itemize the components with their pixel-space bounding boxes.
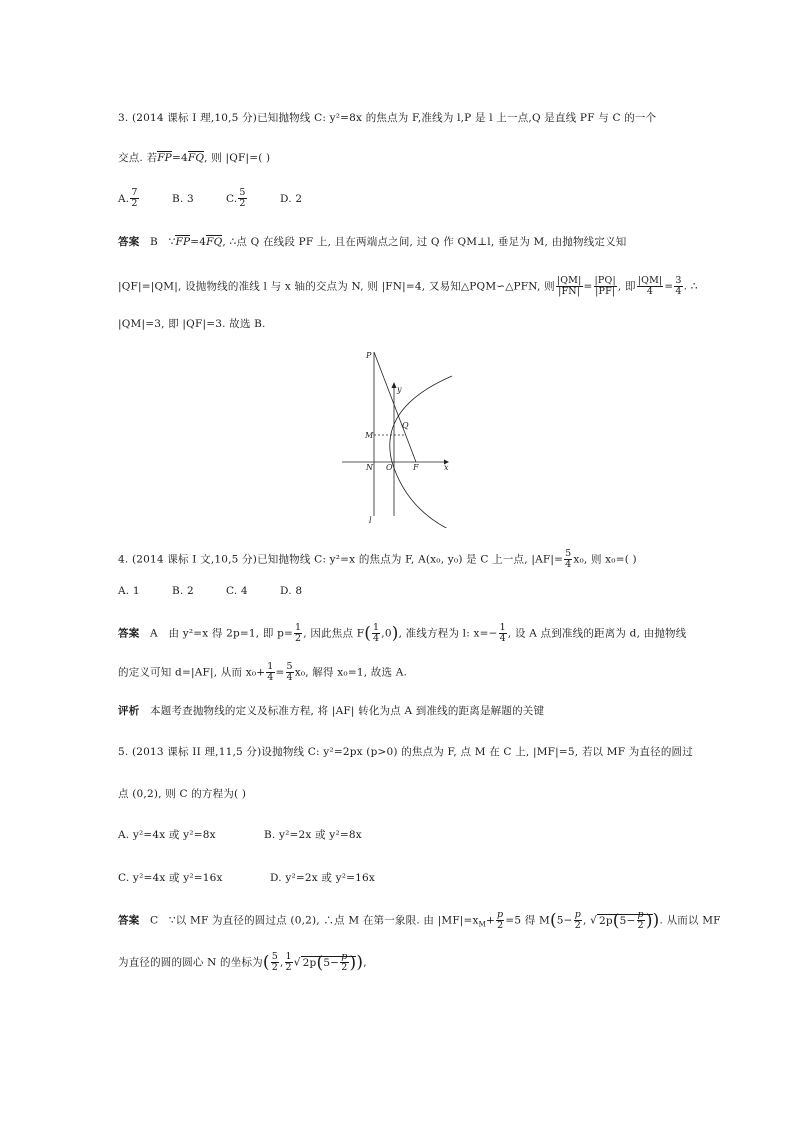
- q3-ans-text: , ∴点 Q 在线段 PF 上, 且在两端点之间, 过 Q 作 QM⊥l, 垂足为 M, 由抛物线定义知: [222, 236, 627, 248]
- q3-stem-text-b: =4: [171, 152, 188, 164]
- q4-ans-text: , 准线方程为 l: x=−: [398, 627, 498, 640]
- parabola-curve: [390, 376, 452, 528]
- vector-fq: FQ: [187, 152, 205, 164]
- q5-ans-text: 2p: [302, 956, 317, 969]
- fraction: [594, 276, 617, 297]
- equals-sign: =: [583, 280, 593, 293]
- numerator: p: [574, 909, 581, 920]
- line-pf: [374, 352, 416, 462]
- left-paren: (: [262, 952, 270, 973]
- numerator: |PQ|: [594, 275, 616, 286]
- q3-stem-text: 3. (2014 课标 I 理,10,5 分)已知抛物线 C: y²=8x 的焦点为 F,准线为 l,P 是 l 上一点,Q 是直线 PF 与 C 的一个: [118, 112, 657, 124]
- q5-ans-text: 5−: [556, 914, 573, 927]
- numerator: 1: [267, 661, 274, 672]
- numerator: p: [497, 909, 504, 920]
- choice-prefix: C.: [226, 192, 238, 205]
- q4-ans-text: 由 y²=x 得 2p=1, 即 p=: [168, 627, 294, 640]
- right-paren: ): [391, 623, 399, 644]
- fraction: [564, 549, 572, 570]
- q5-choices-row2: [118, 871, 375, 885]
- numerator: 1: [285, 951, 292, 962]
- q5-choice-a: A. y²=4x 或 y²=8x: [118, 829, 216, 841]
- numerator: 5: [565, 548, 572, 559]
- denominator: 4: [675, 286, 682, 297]
- denominator: 2: [285, 962, 292, 973]
- q3-choices: [118, 188, 302, 209]
- q5-choice-b: B. y²=2x 或 y²=8x: [264, 829, 362, 841]
- right-paren: ): [645, 910, 653, 931]
- fraction: [340, 952, 348, 973]
- left-paren: (: [612, 910, 620, 931]
- fraction: [285, 952, 293, 973]
- denominator: 4: [286, 672, 293, 683]
- q5-ans-text: 5−: [619, 914, 636, 927]
- label-p: P: [366, 351, 372, 360]
- q5-stem-text: 点 (0,2), 则 C 的方程为( ): [118, 788, 247, 800]
- fraction: [496, 910, 504, 931]
- vector-fq: FQ: [206, 236, 223, 248]
- fraction: [130, 188, 138, 209]
- fraction: [294, 623, 302, 644]
- label-f: F: [413, 463, 419, 472]
- q5-ans-text: ,: [582, 914, 591, 927]
- q5-ans-text: . 从而以 MF: [659, 914, 721, 927]
- denominator: 4: [637, 286, 664, 297]
- q3-stem-text-c: , 则 |QF|=( ): [204, 152, 271, 164]
- numerator: 7: [131, 187, 138, 198]
- q4-ans-text: x₀, 解得 x₀=1, 故选 A.: [294, 666, 408, 679]
- denominator: 4: [499, 633, 506, 644]
- q5-ans-text: ,: [363, 956, 367, 969]
- numerator: 1: [373, 622, 380, 633]
- q3-ans-text: |QM|=3, 即 |QF|=3. 故选 B.: [118, 318, 266, 330]
- denominator: 4: [267, 672, 274, 683]
- q3-stem-line2: [118, 151, 270, 165]
- numerator: 3: [675, 275, 682, 286]
- q3-ans-text: =4: [190, 236, 207, 248]
- fraction: [286, 662, 294, 683]
- fraction: [271, 952, 279, 973]
- fraction: [238, 188, 246, 209]
- q4-stem-text: x₀, 则 x₀=( ): [573, 553, 637, 566]
- q5-ans-text: =5 得 M: [505, 914, 550, 927]
- q3-choice-d: D. 2: [280, 192, 303, 205]
- denominator: 2: [131, 198, 138, 209]
- numerator: 1: [499, 622, 506, 633]
- q3-choice-a: [118, 188, 172, 209]
- q3-stem-text-a: 交点. 若: [118, 152, 158, 164]
- q5-stem-line1: [118, 745, 693, 759]
- q3-answer-line3: [118, 317, 266, 331]
- sqrt-icon: √: [590, 914, 597, 927]
- q5-answer-line2: [118, 952, 367, 973]
- denominator: 4: [565, 559, 572, 570]
- label-n: N: [366, 463, 373, 472]
- because-symbol: ∵: [168, 236, 176, 248]
- q3-stem-line1: [118, 111, 656, 125]
- fraction: [637, 910, 645, 931]
- fraction: [372, 623, 380, 644]
- denominator: 2: [341, 962, 348, 973]
- numerator: 1: [295, 622, 302, 633]
- numerator: p: [637, 909, 644, 920]
- fraction: [674, 276, 682, 297]
- denominator: 2: [239, 198, 246, 209]
- label-q: Q: [402, 421, 409, 430]
- denominator: |PF|: [595, 286, 616, 297]
- answer-label: 答案: [118, 627, 140, 640]
- vector-fp: FP: [175, 236, 191, 248]
- q5-stem-line2: [118, 787, 246, 801]
- denominator: 4: [373, 633, 380, 644]
- answer-label: 答案: [118, 236, 140, 248]
- q4-choice-c: C. 4: [226, 585, 248, 597]
- choice-prefix: A.: [118, 192, 130, 205]
- sqrt-radicand: [597, 909, 653, 931]
- fraction: [574, 910, 582, 931]
- equals-sign: =: [275, 666, 285, 679]
- q4-ans-text: ,0: [381, 627, 392, 640]
- fraction: [556, 276, 583, 297]
- denominator: 2: [574, 920, 581, 931]
- q5-answer-line1: [118, 910, 721, 932]
- equals-sign: =: [664, 280, 674, 293]
- q3-ans-text: |QF|=|QM|, 设抛物线的准线 l 与 x 轴的交点为 N, 则 |FN|=4, 又易知△PQM∽△PFN, 则: [118, 280, 555, 293]
- q4-ans-text: 的定义可知 d=|AF|, 从而 x₀+: [118, 666, 266, 679]
- fraction: [266, 662, 274, 683]
- q5-ans-text: +: [486, 914, 496, 927]
- denominator: 2: [637, 920, 644, 931]
- q4-stem-text: 4. (2014 课标 I 文,10,5 分)已知抛物线 C: y²=x 的焦点为 F, A(x₀, y₀) 是 C 上一点, |AF|=: [118, 553, 564, 566]
- right-paren: ): [652, 910, 660, 931]
- left-paren: (: [316, 952, 324, 973]
- q3-choice-b: B. 3: [172, 192, 194, 205]
- q4-stem-line1: [118, 549, 637, 570]
- q4-choice-d: D. 8: [280, 585, 303, 597]
- q5-stem-text: 5. (2013 课标 II 理,11,5 分)设抛物线 C: y²=2px (p>0) 的焦点为 F, 点 M 在 C 上, |MF|=5, 若以 MF 为直径的圆过: [118, 746, 693, 758]
- label-o: O: [386, 463, 393, 472]
- q4-comment: [118, 704, 544, 718]
- left-paren: (: [364, 623, 372, 644]
- q5-ans-text: ∵以 MF 为直径的圆过点 (0,2), ∴点 M 在第一象限. 由 |MF|=x: [168, 914, 479, 927]
- comment-text: 本题考查抛物线的定义及标准方程, 将 |AF| 转化为点 A 到准线的距离是解题的关键: [150, 705, 545, 717]
- answer-letter: A: [150, 627, 158, 640]
- q4-answer-line2: [118, 662, 407, 683]
- q4-answer-line1: [118, 623, 686, 644]
- numerator: p: [341, 951, 348, 962]
- answer-letter: C: [150, 914, 159, 927]
- q5-choice-d: D. y²=2x 或 y²=16x: [270, 872, 376, 884]
- label-y: y: [397, 385, 402, 394]
- left-paren: (: [549, 910, 557, 931]
- denominator: 2: [271, 962, 278, 973]
- sqrt-radicand: [301, 951, 357, 973]
- parabola-figure: [338, 348, 458, 528]
- label-x: x: [444, 463, 449, 472]
- q5-ans-text: ,: [279, 956, 284, 969]
- q4-choice-a: A. 1: [118, 585, 140, 597]
- answer-label: 答案: [118, 914, 140, 927]
- fraction: [637, 276, 664, 297]
- right-paren: ): [356, 952, 364, 973]
- numerator: 5: [271, 951, 278, 962]
- answer-letter: B: [150, 236, 158, 248]
- numerator: |QM|: [556, 275, 582, 286]
- q5-choices-row1: [118, 828, 362, 842]
- numerator: |QM|: [637, 275, 663, 286]
- q5-choice-c: C. y²=4x 或 y²=16x: [118, 872, 223, 884]
- sqrt-icon: √: [293, 956, 301, 969]
- q3-choice-c: [226, 188, 280, 209]
- label-l: l: [369, 516, 372, 525]
- denominator: 2: [497, 920, 504, 931]
- q4-ans-text: , 因此焦点 F: [303, 627, 365, 640]
- denominator: 2: [295, 633, 302, 644]
- numerator: 5: [239, 187, 246, 198]
- denominator: |FN|: [556, 286, 583, 297]
- numerator: 5: [286, 661, 293, 672]
- q3-ans-text: , 即: [617, 280, 636, 293]
- y-axis-arrow-icon: [392, 382, 397, 388]
- vector-fp: FP: [157, 152, 172, 164]
- right-paren: ): [349, 952, 357, 973]
- q5-ans-text: 为直径的圆的圆心 N 的坐标为: [118, 956, 263, 969]
- q3-answer-line1: [118, 235, 627, 249]
- q5-ans-text: 5−: [323, 956, 340, 969]
- q4-choices: [118, 584, 302, 598]
- comment-label: 评析: [118, 705, 140, 717]
- fraction: [499, 623, 507, 644]
- q3-answer-line2: [118, 276, 698, 297]
- therefore-symbol: . ∴: [683, 280, 698, 293]
- label-m: M: [365, 431, 374, 440]
- q4-choice-b: B. 2: [172, 585, 194, 597]
- q4-ans-text: , 设 A 点到准线的距离为 d, 由抛物线: [507, 627, 687, 640]
- subscript: M: [478, 920, 487, 929]
- q5-ans-text: 2p: [598, 914, 613, 927]
